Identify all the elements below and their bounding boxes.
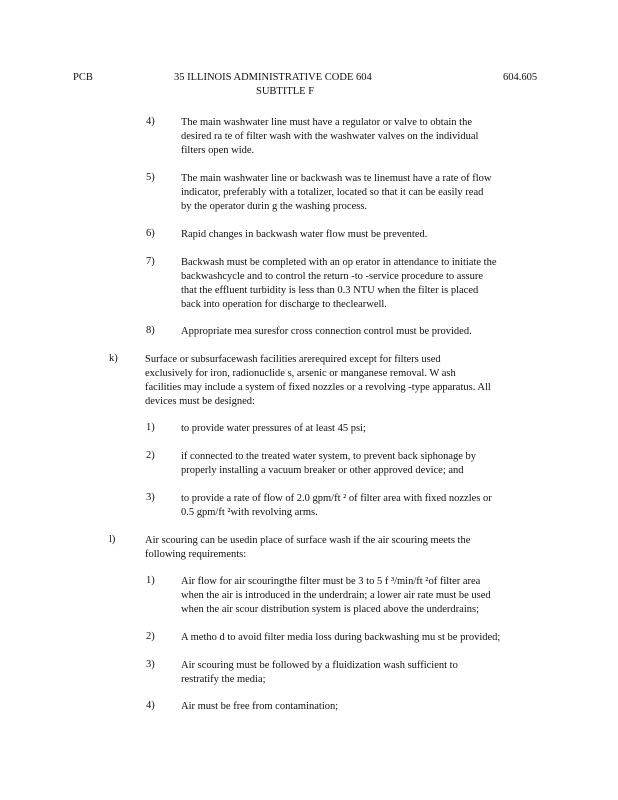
item-paragraph [181, 256, 496, 312]
item-paragraph [181, 575, 491, 617]
paragraph-line: when the air is introduced in the underdrain; a lower air rate must be used [181, 590, 491, 601]
header-subtitle: SUBTITLE F [256, 86, 315, 97]
paragraph-line: filters open wide. [181, 145, 255, 156]
paragraph-line: following requirements: [145, 549, 247, 560]
paragraph-line: Air must be free from contamination; [181, 701, 339, 712]
item-paragraph [181, 450, 476, 478]
item-number: 2) [146, 450, 155, 461]
item-number: 5) [146, 172, 155, 183]
item-paragraph [181, 172, 492, 214]
header-left: PCB [73, 72, 93, 83]
item-number: 4) [146, 700, 155, 711]
paragraph-line: if connected to the treated water system, to prevent back siphonage by [181, 451, 477, 462]
paragraph-line: to provide water pressures of at least 45 psi; [181, 423, 366, 434]
paragraph-line: indicator, preferably with a totalizer, located so that it can be easily read [181, 187, 484, 198]
paragraph-line: properly installing a vacuum breaker or other approved device; and [181, 465, 464, 476]
item-number: 1) [146, 422, 155, 433]
item-paragraph [145, 534, 470, 562]
item-number: 8) [146, 325, 155, 336]
item-paragraph [181, 422, 366, 436]
paragraph-line: A metho d to avoid filter media loss during backwashing mu st be provided; [181, 632, 501, 643]
item-paragraph [181, 492, 492, 520]
item-number: 4) [146, 116, 155, 127]
item-number: 3) [146, 659, 155, 670]
paragraph-line: when the air scour distribution system is placed above the underdrains; [181, 604, 480, 615]
item-number: 6) [146, 228, 155, 239]
item-number: l) [109, 534, 116, 545]
paragraph-line: back into operation for discharge to theclearwell. [181, 299, 387, 310]
paragraph-line: restratify the media; [181, 674, 266, 685]
item-number: 1) [146, 575, 155, 586]
paragraph-line: Appropriate mea suresfor cross connection control must be provided. [181, 326, 472, 337]
item-paragraph [181, 228, 427, 242]
paragraph-line: Air scouring must be followed by a fluidization wash sufficient to [181, 660, 458, 671]
paragraph-line: Backwash must be completed with an op erator in attendance to initiate the [181, 257, 497, 268]
paragraph-line: 0.5 gpm/ft ²with revolving arms. [181, 507, 318, 518]
item-paragraph [181, 700, 338, 714]
paragraph-line: facilities may include a system of fixed nozzles or a revolving -type apparatus. All [145, 382, 491, 393]
paragraph-line: backwashcycle and to control the return -to -service procedure to assure [181, 271, 484, 282]
paragraph-line: The main washwater line must have a regulator or valve to obtain the [181, 117, 472, 128]
paragraph-line: devices must be designed: [145, 396, 255, 407]
paragraph-line: that the effluent turbidity is less than 0.3 NTU when the filter is placed [181, 285, 479, 296]
paragraph-line: Surface or subsurfacewash facilities arerequired except for filters used [145, 354, 441, 365]
paragraph-line: Rapid changes in backwash water flow must be prevented. [181, 229, 428, 240]
item-paragraph [181, 659, 458, 687]
item-paragraph [181, 631, 500, 645]
item-number: k) [109, 353, 118, 364]
paragraph-line: exclusively for iron, radionuclide s, arsenic or manganese removal. W ash [145, 368, 456, 379]
header-title: 35 ILLINOIS ADMINISTRATIVE CODE 604 [174, 72, 372, 83]
item-number: 2) [146, 631, 155, 642]
item-paragraph [181, 325, 472, 339]
paragraph-line: to provide a rate of flow of 2.0 gpm/ft ² of filter area with fixed nozzles or [181, 493, 492, 504]
header-section-number: 604.605 [503, 72, 538, 83]
paragraph-line: The main washwater line or backwash was te linemust have a rate of flow [181, 173, 492, 184]
item-paragraph [181, 116, 478, 158]
paragraph-line: desired ra te of filter wash with the washwater valves on the individual [181, 131, 479, 142]
paragraph-line: by the operator durin g the washing process. [181, 201, 368, 212]
paragraph-line: Air flow for air scouringthe filter must be 3 to 5 f ³/min/ft ²of filter area [181, 576, 481, 587]
item-number: 7) [146, 256, 155, 267]
item-paragraph [145, 353, 491, 409]
item-number: 3) [146, 492, 155, 503]
paragraph-line: Air scouring can be usedin place of surface wash if the air scouring meets the [145, 535, 471, 546]
